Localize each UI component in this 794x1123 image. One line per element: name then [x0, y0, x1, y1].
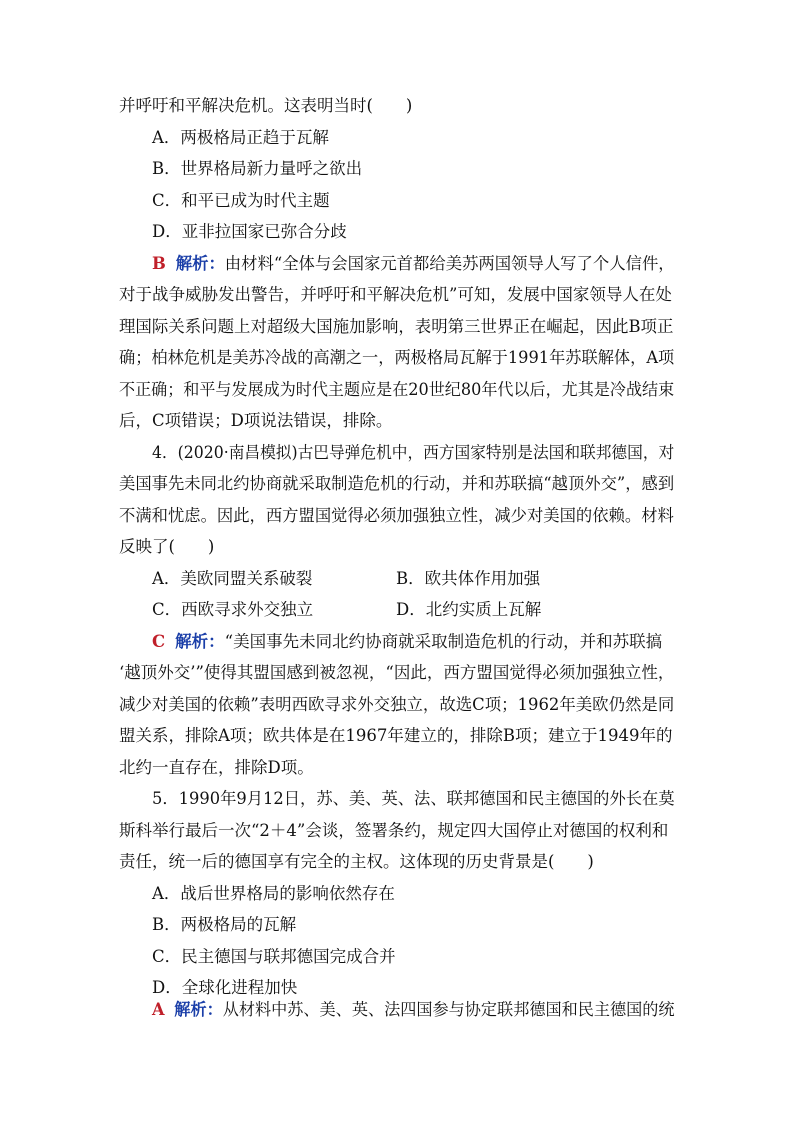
q3-analysis-label: 解析：: [175, 254, 225, 273]
q4-option-c: C．西欧寻求外交独立: [152, 600, 314, 619]
q4-answer: C: [152, 632, 166, 651]
q3-option-c: C．和平已成为时代主题: [152, 191, 330, 210]
q4-analysis-line: 盟关系，排除A项；欧共体是在1967年建立的，排除B项；建立于1949年的: [119, 726, 673, 745]
q5-stem-line: 斯科举行最后一次“2＋4”会谈，签署条约，规定四大国停止对德国的权利和: [119, 821, 669, 840]
q3-option-a: A．两极格局正趋于瓦解: [152, 128, 329, 147]
q5-analysis: A 解析：从材料中苏、美、英、法四国参与协定联邦德国和民主德国的统: [152, 1000, 675, 1019]
q4-stem-line: 美国事先未同北约协商就采取制造危机的行动，并和苏联搞“越顶外交”，感到: [119, 474, 675, 493]
q4-analysis-line: 北约一直存在，排除D项。: [119, 758, 314, 777]
q4-analysis-line: 减少对美国的依赖”表明西欧寻求外交独立，故选C项；1962年美欧仍然是同: [119, 695, 675, 714]
q3-answer: B: [152, 254, 166, 273]
q5-answer: A: [152, 1000, 165, 1019]
q3-analysis-line: 确；柏林危机是美苏冷战的高潮之一，两极格局瓦解于1991年苏联解体，A项: [119, 348, 675, 367]
q4-analysis-line: ‘越顶外交’”使得其盟国感到被忽视，“因此，西方盟国觉得必须加强独立性，: [119, 663, 675, 682]
q4-stem-line: 反映了( ): [119, 537, 215, 556]
q4-analysis-label: 解析：: [175, 632, 225, 651]
q5-option-b: B．两极格局的瓦解: [152, 915, 297, 934]
q3-analysis: B 解析：由材料“全体与会国家元首都给美苏两国领导人写了个人信件，: [152, 254, 675, 273]
q3-analysis-line: 对于战争威胁发出警告，并呼吁和平解决危机”可知，发展中国家领导人在处: [119, 285, 672, 304]
q5-analysis-label: 解析：: [174, 1000, 223, 1019]
q5-stem: 5．1990年9月12日，苏、美、英、法、联邦德国和民主德国的外长在莫: [152, 789, 675, 808]
q3-analysis-line: 后，C项错误；D项说法错误，排除。: [119, 411, 393, 430]
q4-stem-line: 不满和忧虑。因此，西方盟国觉得必须加强独立性，减少对美国的依赖。材料: [119, 506, 674, 525]
q5-option-d: D．全球化进程加快: [152, 978, 298, 997]
q3-option-b: B．世界格局新力量呼之欲出: [152, 159, 363, 178]
q4-analysis: C 解析：“美国事先未同北约协商就采取制造危机的行动，并和苏联搞: [152, 632, 663, 651]
q5-stem-line: 责任，统一后的德国享有完全的主权。这体现的历史背景是( ): [119, 852, 594, 871]
q3-stem: 并呼吁和平解决危机。这表明当时( ): [119, 96, 413, 115]
q4-stem: 4．(2020·南昌模拟)古巴导弹危机中，西方国家特别是法国和联邦德国，对: [152, 443, 675, 462]
q4-option-b: B．欧共体作用加强: [396, 569, 541, 588]
q3-analysis-line: 理国际关系问题上对超级大国施加影响，表明第三世界正在崛起，因此B项正: [119, 317, 674, 336]
q4-options-row-2: [0, 594, 794, 626]
q4-option-a: A．美欧同盟关系破裂: [152, 569, 313, 588]
q3-analysis-line: 不正确；和平与发展成为时代主题应是在20世纪80年代以后，尤其是冷战结束: [119, 380, 675, 399]
q4-options-row-1: [0, 563, 794, 595]
q4-option-d: D．北约实质上瓦解: [396, 600, 542, 619]
q5-option-c: C．民主德国与联邦德国完成合并: [152, 947, 396, 966]
q5-option-a: A．战后世界格局的影响依然存在: [152, 884, 395, 903]
q3-option-d: D．亚非拉国家已弥合分歧: [152, 222, 347, 241]
